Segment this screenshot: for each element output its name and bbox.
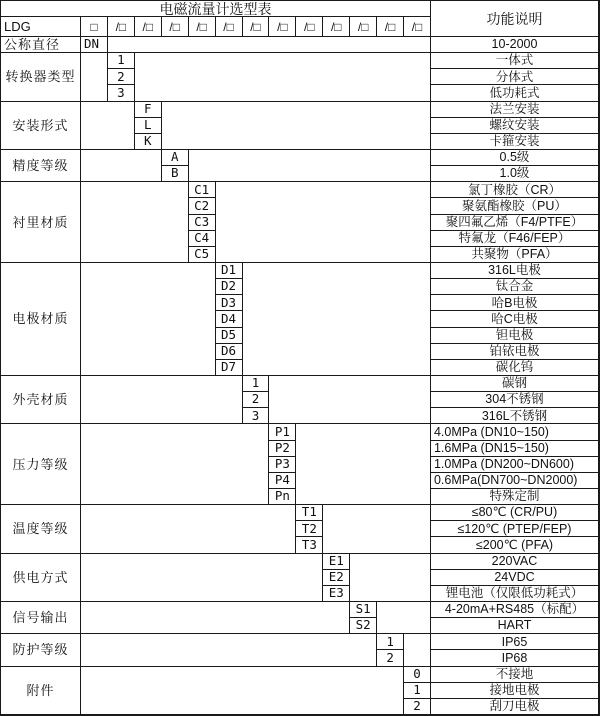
description-cell: 哈C电极 <box>431 311 599 327</box>
description-cell: 法兰安装 <box>431 102 599 118</box>
description-cell: 220VAC <box>431 554 599 570</box>
empty-span-left <box>81 150 162 182</box>
empty-span-left <box>81 376 243 424</box>
function-description-header: 功能说明 <box>431 1 599 37</box>
description-cell: 1.0级 <box>431 166 599 182</box>
model-slot: /□ <box>216 17 243 37</box>
code-cell: Pn <box>269 489 296 505</box>
description-cell: 特氟龙（F46/FEP） <box>431 231 599 247</box>
empty-span-right <box>404 634 431 666</box>
code-cell: 2 <box>243 392 270 408</box>
description-cell: 1.0MPa (DN200~DN600) <box>431 457 599 473</box>
code-cell: C4 <box>189 231 216 247</box>
model-slot: /□ <box>108 17 135 37</box>
code-cell: L <box>135 118 162 134</box>
code-cell: 2 <box>404 699 431 715</box>
description-cell: 聚氨酯橡胶（PU） <box>431 198 599 214</box>
description-cell: 锂电池（仅限低功耗式） <box>431 586 599 602</box>
empty-span-right <box>216 182 431 263</box>
empty-span-right <box>350 554 431 602</box>
description-cell: 钛合金 <box>431 279 599 295</box>
description-cell: 316L电极 <box>431 263 599 279</box>
description-cell: 低功耗式 <box>431 85 599 101</box>
description-cell: 碳钢 <box>431 376 599 392</box>
code-cell: C1 <box>189 182 216 198</box>
description-cell: 特殊定制 <box>431 489 599 505</box>
empty-span-left <box>81 53 108 101</box>
category-label: 精度等级 <box>1 150 81 182</box>
empty-span-right <box>377 602 431 634</box>
empty-span-right <box>189 150 431 182</box>
empty-span-left <box>81 667 404 715</box>
description-cell: 刮刀电极 <box>431 699 599 715</box>
description-cell: HART <box>431 618 599 634</box>
category-label: 附件 <box>1 667 81 715</box>
model-slot: /□ <box>404 17 431 37</box>
empty-span-right <box>108 37 431 53</box>
code-cell: P3 <box>269 457 296 473</box>
empty-span-right <box>296 424 431 505</box>
code-cell: P1 <box>269 424 296 440</box>
empty-span-left <box>81 263 216 376</box>
code-cell: C3 <box>189 215 216 231</box>
empty-span-left <box>81 602 350 634</box>
code-cell: 3 <box>108 85 135 101</box>
model-slot: /□ <box>296 17 323 37</box>
code-cell: 1 <box>243 376 270 392</box>
description-cell: 24VDC <box>431 570 599 586</box>
model-slot: /□ <box>269 17 296 37</box>
model-first-slot: □ <box>81 17 108 37</box>
description-cell: 1.6MPa (DN15~150) <box>431 441 599 457</box>
description-cell: 4.0MPa (DN10~150) <box>431 424 599 440</box>
code-cell: B <box>162 166 189 182</box>
model-slot: /□ <box>350 17 377 37</box>
description-cell: 碳化钨 <box>431 360 599 376</box>
description-cell: 10-2000 <box>431 37 599 53</box>
description-cell: 共聚物（PFA） <box>431 247 599 263</box>
model-slot: /□ <box>377 17 404 37</box>
empty-span-right <box>162 102 431 150</box>
code-cell: D4 <box>216 311 243 327</box>
category-label: 防护等级 <box>1 634 81 666</box>
code-cell: C2 <box>189 198 216 214</box>
description-cell: 316L不锈钢 <box>431 408 599 424</box>
code-cell: P2 <box>269 441 296 457</box>
code-cell: D1 <box>216 263 243 279</box>
code-cell: E3 <box>323 586 350 602</box>
description-cell: 不接地 <box>431 667 599 683</box>
category-label: 衬里材质 <box>1 182 81 263</box>
empty-span-left <box>81 102 135 150</box>
code-cell: D5 <box>216 328 243 344</box>
description-cell: 4-20mA+RS485（标配） <box>431 602 599 618</box>
category-label: 温度等级 <box>1 505 81 553</box>
code-cell: D6 <box>216 344 243 360</box>
empty-span-left <box>81 634 377 666</box>
empty-span-left <box>81 182 189 263</box>
description-cell: 0.5级 <box>431 150 599 166</box>
empty-span-right <box>269 376 431 424</box>
category-label: 信号输出 <box>1 602 81 634</box>
code-cell: 1 <box>377 634 404 650</box>
code-cell: S1 <box>350 602 377 618</box>
description-cell: 螺纹安装 <box>431 118 599 134</box>
description-cell: ≤120℃ (PTEP/FEP) <box>431 521 599 537</box>
table-title: 电磁流量计选型表 <box>1 1 431 17</box>
description-cell: 一体式 <box>431 53 599 69</box>
description-cell: 聚四氟乙烯（F4/PTFE） <box>431 215 599 231</box>
description-cell: ≤200℃ (PFA) <box>431 537 599 553</box>
empty-span-right <box>243 263 431 376</box>
code-cell: 3 <box>243 408 270 424</box>
category-label: 电极材质 <box>1 263 81 376</box>
description-cell: 分体式 <box>431 69 599 85</box>
code-cell: D3 <box>216 295 243 311</box>
code-cell: 1 <box>108 53 135 69</box>
empty-span-right <box>323 505 431 553</box>
code-cell: P4 <box>269 473 296 489</box>
category-label: 外壳材质 <box>1 376 81 424</box>
empty-span-right <box>135 53 431 101</box>
code-cell: E1 <box>323 554 350 570</box>
model-slot: /□ <box>162 17 189 37</box>
description-cell: 铂铱电极 <box>431 344 599 360</box>
empty-span-left <box>81 424 269 505</box>
code-cell: C5 <box>189 247 216 263</box>
category-label: 压力等级 <box>1 424 81 505</box>
category-label: 安装形式 <box>1 102 81 150</box>
code-cell: S2 <box>350 618 377 634</box>
category-label: 转换器类型 <box>1 53 81 101</box>
code-cell: 2 <box>377 650 404 666</box>
code-cell: 1 <box>404 683 431 699</box>
empty-span-left <box>81 554 323 602</box>
description-cell: 氯丁橡胶（CR） <box>431 182 599 198</box>
model-slot: /□ <box>135 17 162 37</box>
code-cell: T3 <box>296 537 323 553</box>
description-cell: 哈B电极 <box>431 295 599 311</box>
code-cell: D2 <box>216 279 243 295</box>
empty-span-left <box>81 505 296 553</box>
description-cell: IP68 <box>431 650 599 666</box>
description-cell: IP65 <box>431 634 599 650</box>
model-slot: /□ <box>243 17 270 37</box>
code-cell: F <box>135 102 162 118</box>
description-cell: 钽电极 <box>431 328 599 344</box>
code-cell: T2 <box>296 521 323 537</box>
category-label: 供电方式 <box>1 554 81 602</box>
code-cell: D7 <box>216 360 243 376</box>
code-cell: 2 <box>108 69 135 85</box>
description-cell: ≤80℃ (CR/PU) <box>431 505 599 521</box>
description-cell: 卡箍安装 <box>431 134 599 150</box>
model-slot: /□ <box>189 17 216 37</box>
model-slot: /□ <box>323 17 350 37</box>
code-cell: A <box>162 150 189 166</box>
description-cell: 0.6MPa(DN700~DN2000) <box>431 473 599 489</box>
description-cell: 接地电极 <box>431 683 599 699</box>
category-label: 公称直径 <box>1 37 81 53</box>
code-cell: E2 <box>323 570 350 586</box>
code-cell: K <box>135 134 162 150</box>
description-cell: 304不锈钢 <box>431 392 599 408</box>
code-cell: 0 <box>404 667 431 683</box>
code-cell: T1 <box>296 505 323 521</box>
code-cell: DN <box>81 37 108 53</box>
model-prefix: LDG <box>1 17 81 37</box>
